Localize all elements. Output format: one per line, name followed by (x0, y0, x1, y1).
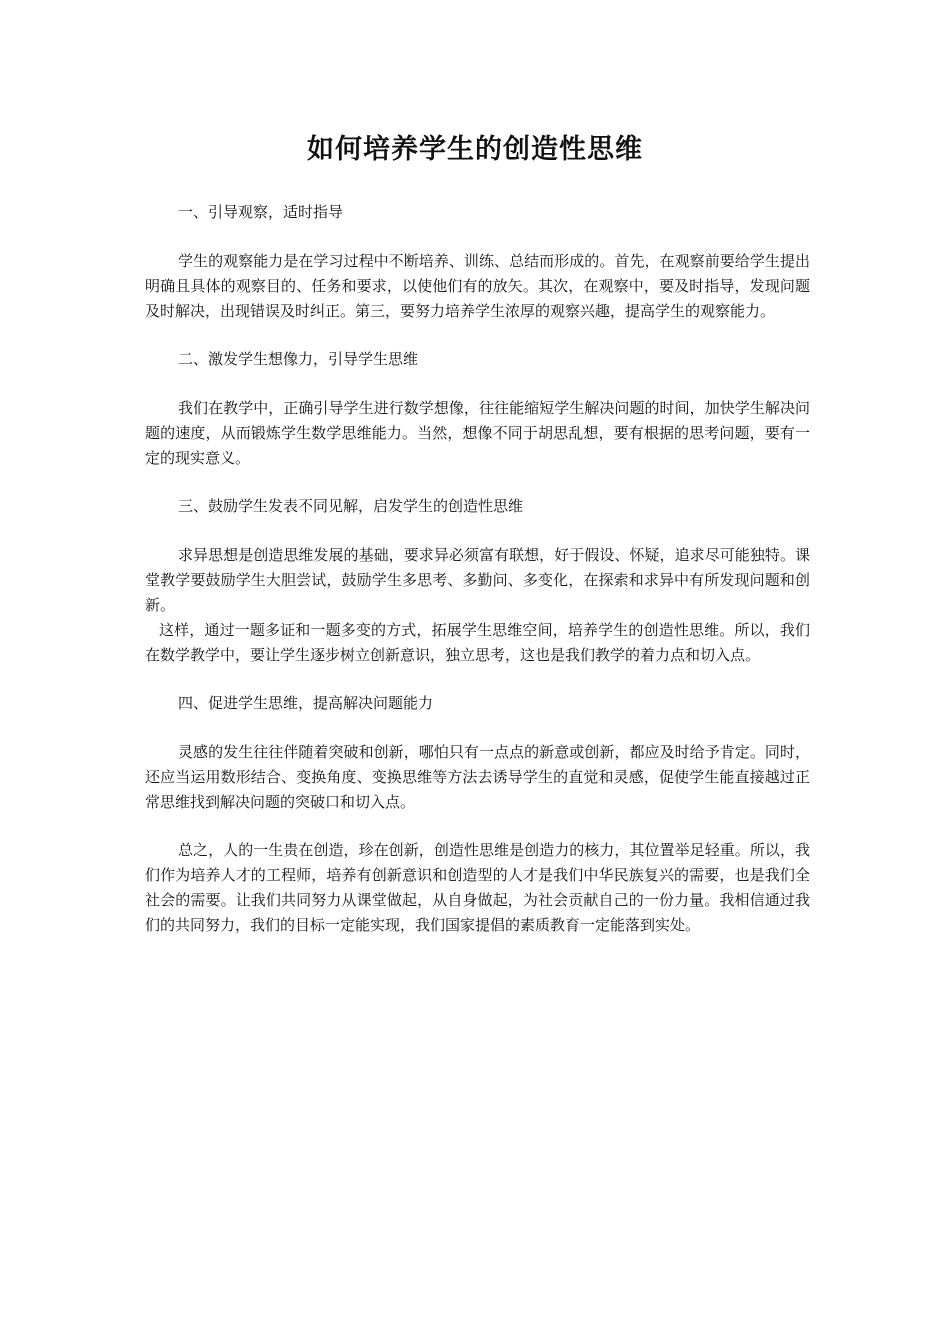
spacer (145, 225, 810, 249)
spacer (145, 519, 810, 543)
section-3-paragraph-2: 这样，通过一题多证和一题多变的方式，拓展学生思维空间，培养学生的创造性思维。所以，我们在数学教学中，要让学生逐步树立创新意识，独立思考，这也是我们教学的着力点和切入点。 (145, 621, 810, 664)
conclusion-paragraph: 总之，人的一生贵在创造，珍在创新，创造性思维是创造力的核力，其位置举足轻重。所以，我们作为培养人才的工程师，培养有创新意识和创造型的人才是我们中华民族复兴的需要，也是我们全社会的需要。让我们共同努力从课堂做起，从自身做起，为社会贡献自己的一份力量。我相信通过我们的共同努力，我们的目标一定能实现，我们国家提倡的素质教育一定能落到实处。 (145, 841, 810, 934)
spacer (145, 815, 810, 838)
document-title: 如何培养学生的创造性思维 (307, 134, 643, 165)
section-heading-2: 二、激发学生想像力，引导学生思维 (178, 350, 419, 368)
spacer (145, 471, 810, 494)
spacer (145, 372, 810, 396)
section-3-paragraph-1: 求异思想是创造思维发展的基础，要求异必须富有联想，好于假设、怀疑，追求尽可能独特。课堂教学要鼓励学生大胆尝试，鼓励学生多思考、多勤问、多变化，在探索和求异中有所发现问题和创新。 (145, 546, 810, 614)
spacer (145, 716, 810, 740)
spacer (145, 668, 810, 691)
section-heading-4: 四、促进学生思维，提高解决问题能力 (178, 694, 434, 712)
section-heading-1: 一、引导观察，适时指导 (178, 203, 344, 221)
spacer (145, 324, 810, 347)
section-1-paragraph: 学生的观察能力是在学习过程中不断培养、训练、总结而形成的。首先，在观察前要给学生提出明确且具体的观察目的、任务和要求，以使他们有的放矢。其次，在观察中，要及时指导，发现问题及时解决，出现错误及时纠正。第三，要努力培养学生浓厚的观察兴趣，提高学生的观察能力。 (145, 252, 810, 320)
section-2-paragraph: 我们在教学中，正确引导学生进行数学想像，往往能缩短学生解决问题的时间，加快学生解决问题的速度，从而锻炼学生数学思维能力。当然，想像不同于胡思乱想，要有根据的思考问题，要有一定的现实意义。 (145, 399, 810, 467)
document-body (145, 200, 810, 938)
section-4-paragraph: 灵感的发生往往伴随着突破和创新，哪怕只有一点点的新意或创新，都应及时给予肯定。同时，还应当运用数形结合、变换角度、变换思维等方法去诱导学生的直觉和灵感，促使学生能直接越过正常思维找到解决问题的突破口和切入点。 (145, 743, 810, 811)
section-heading-3: 三、鼓励学生发表不同见解，启发学生的创造性思维 (178, 497, 524, 515)
